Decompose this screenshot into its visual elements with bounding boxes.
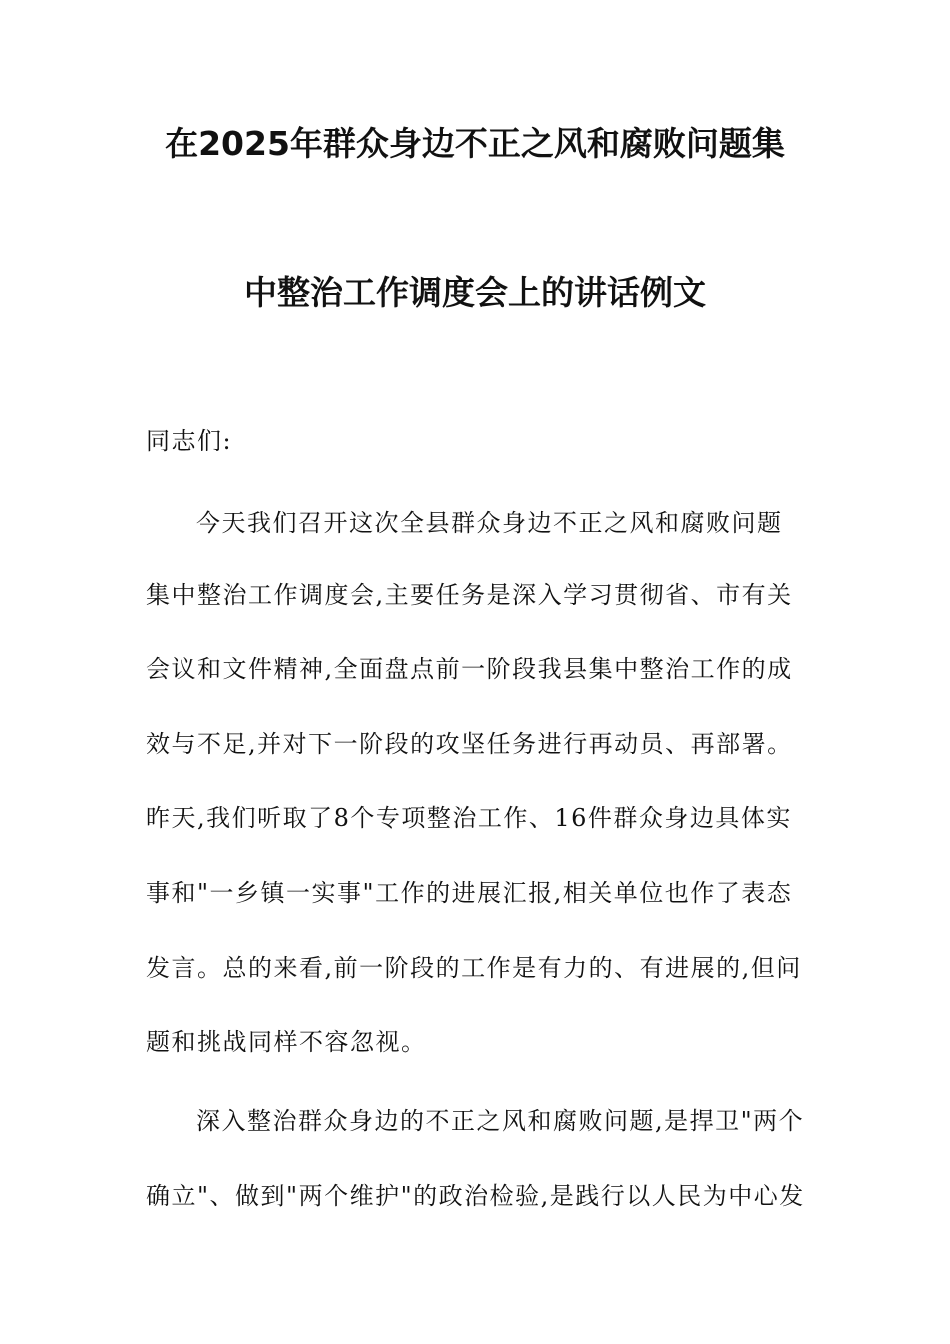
paragraph-1-line-2: 集中整治工作调度会,主要任务是深入学习贯彻省、市有关 <box>146 581 793 609</box>
paragraph-1-line-7: 发言。总的来看,前一阶段的工作是有力的、有进展的,但问 <box>146 954 802 982</box>
paragraph-1-line-5: 昨天,我们听取了8个专项整治工作、16件群众身边具体实 <box>146 804 792 832</box>
paragraph-1-line-6: 事和"一乡镇一实事"工作的进展汇报,相关单位也作了表态 <box>146 879 793 907</box>
document-title-line-2: 中整治工作调度会上的讲话例文 <box>244 273 706 312</box>
paragraph-1-line-8: 题和挑战同样不容忽视。 <box>146 1028 427 1056</box>
document-title-line-1: 在2025年群众身边不正之风和腐败问题集 <box>165 124 785 163</box>
paragraph-1-line-3: 会议和文件精神,全面盘点前一阶段我县集中整治工作的成 <box>146 655 793 683</box>
paragraph-1-line-1: 今天我们召开这次全县群众身边不正之风和腐败问题 <box>196 509 783 537</box>
salutation: 同志们: <box>146 427 233 455</box>
paragraph-1-line-4: 效与不足,并对下一阶段的攻坚任务进行再动员、再部署。 <box>146 730 793 758</box>
paragraph-2-line-1: 深入整治群众身边的不正之风和腐败问题,是捍卫"两个 <box>196 1107 805 1135</box>
paragraph-2-line-2: 确立"、做到"两个维护"的政治检验,是践行以人民为中心发 <box>146 1182 805 1210</box>
